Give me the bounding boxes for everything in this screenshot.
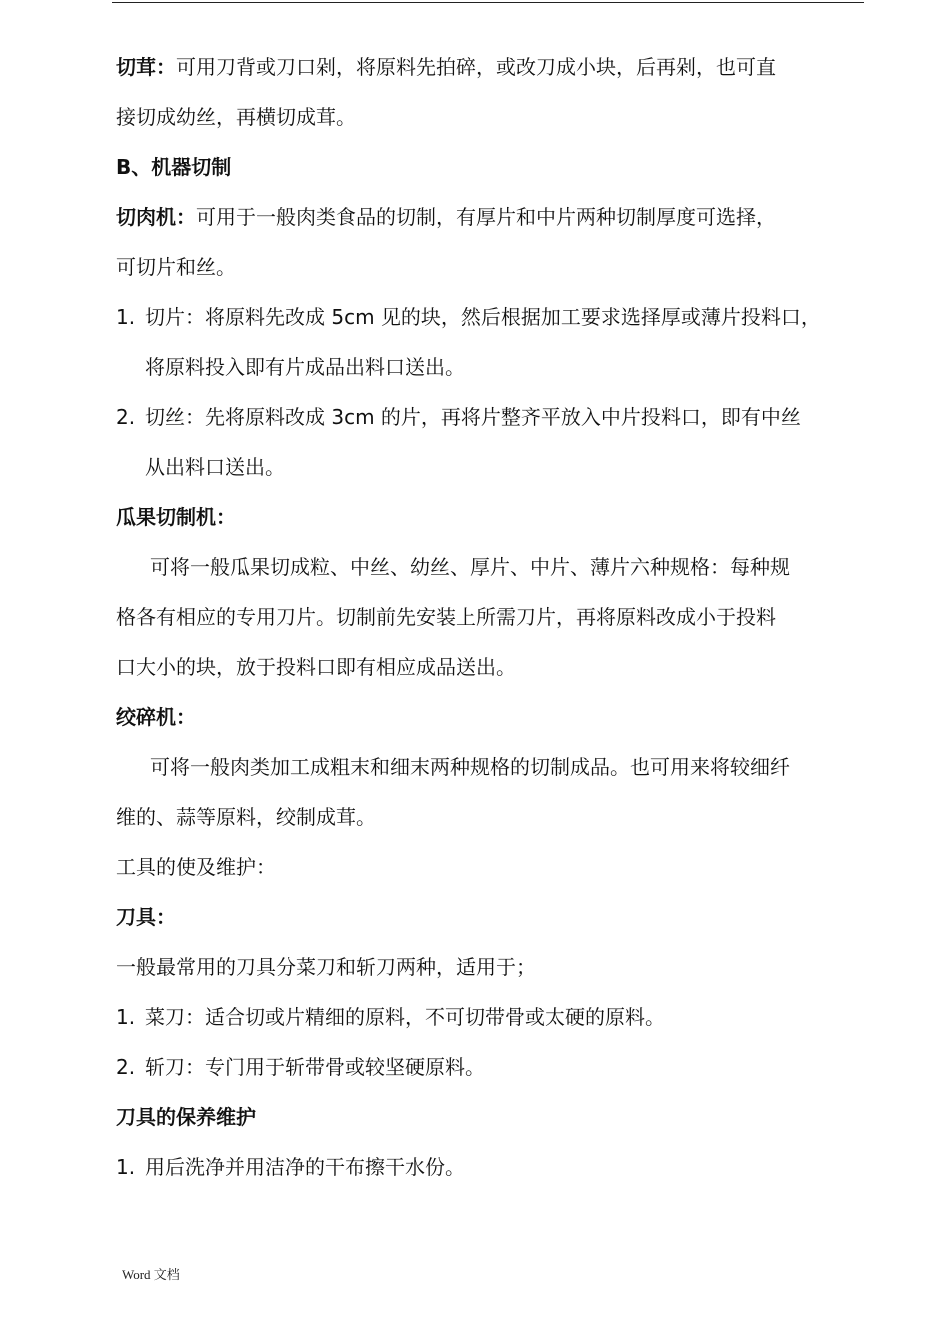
line-text: 切丝：先将原料改成 3cm 的片，再将片整齐平放入中片投料口，即有中丝: [145, 405, 801, 429]
line-text: 工具的使及维护：: [116, 855, 276, 879]
list-number: 1.: [116, 1005, 136, 1029]
heading-text: 刀具的保养维护: [116, 1105, 256, 1129]
line-text: 接切成幼丝，再横切成茸。: [116, 105, 356, 129]
list-number: 1.: [116, 1155, 136, 1179]
line-text: 斩刀：专门用于斩带骨或较坚硬原料。: [145, 1055, 485, 1079]
line-text: 从出料口送出。: [145, 455, 285, 479]
paragraph-line: [116, 542, 868, 592]
paragraph-line: [116, 92, 868, 142]
paragraph-line: [116, 742, 868, 792]
term-label: 切肉机：: [116, 205, 196, 229]
list-item-continuation: [116, 342, 868, 392]
line-text: 可切片和丝。: [116, 255, 236, 279]
list-item: [116, 1142, 868, 1192]
line-text: 可用于一般肉类食品的切制，有厚片和中片两种切制厚度可选择，: [196, 205, 776, 229]
list-number: 2.: [116, 1055, 136, 1079]
heading-text: B、机器切制: [116, 155, 232, 179]
line-text: 格各有相应的专用刀片。切制前先安装上所需刀片，再将原料改成小于投料: [116, 605, 776, 629]
line-text: 用后洗净并用洁净的干布擦干水份。: [145, 1155, 465, 1179]
heading-text: 刀具：: [116, 905, 176, 929]
paragraph-line: [116, 42, 868, 92]
line-text: 可用刀背或刀口剁，将原料先拍碎，或改刀成小块，后再剁，也可直: [176, 55, 776, 79]
heading-text: 绞碎机：: [116, 705, 196, 729]
section-heading: [116, 1092, 868, 1142]
paragraph-line: [116, 192, 868, 242]
line-text: 将原料投入即有片成品出料口送出。: [145, 355, 465, 379]
paragraph-line: [116, 642, 868, 692]
line-text: 切片：将原料先改成 5cm 见的块，然后根据加工要求选择厚或薄片投料口，: [145, 305, 821, 329]
paragraph-line: [116, 842, 868, 892]
heading-text: 瓜果切制机：: [116, 505, 236, 529]
term-label: 切茸：: [116, 55, 176, 79]
section-heading: [116, 492, 868, 542]
line-text: 可将一般瓜果切成粒、中丝、幼丝、厚片、中片、薄片六种规格：每种规: [150, 555, 790, 579]
list-item: [116, 1042, 868, 1092]
list-item: [116, 292, 868, 342]
list-item: [116, 992, 868, 1042]
paragraph-line: [116, 592, 868, 642]
section-heading: [116, 692, 868, 742]
line-text: 菜刀：适合切或片精细的原料，不可切带骨或太硬的原料。: [145, 1005, 665, 1029]
document-body: [116, 42, 868, 1192]
section-heading: [116, 892, 868, 942]
list-number: 2.: [116, 405, 136, 429]
section-heading: [116, 142, 868, 192]
line-text: 口大小的块，放于投料口即有相应成品送出。: [116, 655, 516, 679]
list-number: 1.: [116, 305, 136, 329]
paragraph-line: [116, 942, 868, 992]
list-item: [116, 392, 868, 442]
page-footer: Word 文档: [122, 1267, 180, 1282]
paragraph-line: [116, 242, 868, 292]
paragraph-line: [116, 792, 868, 842]
list-item-continuation: [116, 442, 868, 492]
line-text: 维的、蒜等原料，绞制成茸。: [116, 805, 376, 829]
line-text: 一般最常用的刀具分菜刀和斩刀两种，适用于；: [116, 955, 536, 979]
header-rule: [112, 2, 864, 3]
line-text: 可将一般肉类加工成粗末和细末两种规格的切制成品。也可用来将较细纤: [150, 755, 790, 779]
